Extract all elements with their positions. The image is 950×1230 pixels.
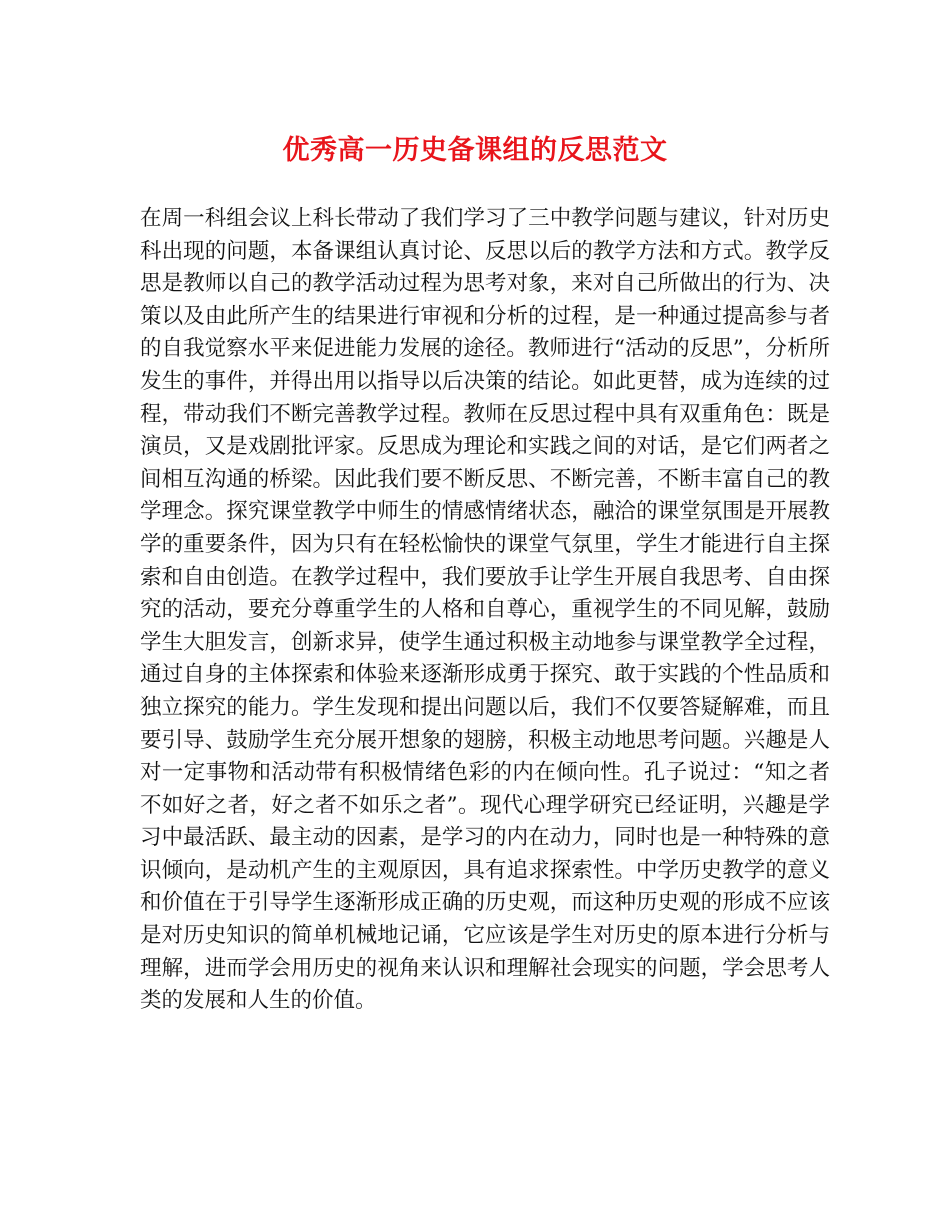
page-title: 优秀高一历史备课组的反思范文 [282, 135, 668, 166]
body-paragraph: 在周一科组会议上科长带动了我们学习了三中教学问题与建议，针对历史科出现的问题，本备课组认真讨论、反思以后的教学方法和方式。教学反思是教师以自己的教学活动过程为思考对象，来对自己所做出的行为、决策以及由此所产生的结果进行审视和分析的过程，是一种通过提高参与者的自我觉察水平来促进能力发展的途径。教师进行“活动的反思”，分析所发生的事件，并得出用以指导以后决策的结论。如此更替，成为连续的过程，带动我们不断完善教学过程。教师在反思过程中具有双重角色：既是演员，又是戏剧批评家。反思成为理论和实践之间的对话，是它们两者之间相互沟通的桥梁。因此我们要不断反思、不断完善，不断丰富自己的教学理念。探究课堂教学中师生的情感情绪状态，融洽的课堂氛围是开展教学的重要条件，因为只有在轻松愉快的课堂气氛里，学生才能进行自主探索和自由创造。在教学过程中，我们要放手让学生开展自我思考、自由探究的活动，要充分尊重学生的人格和自尊心，重视学生的不同见解，鼓励学生大胆发言，创新求异，使学生通过积极主动地参与课堂教学全过程，通过自身的主体探索和体验来逐渐形成勇于探究、敢于实践的个性品质和独立探究的能力。学生发现和提出问题以后，我们不仅要答疑解难，而且要引导、鼓励学生充分展开想象的翅膀，积极主动地思考问题。兴趣是人对一定事物和活动带有积极情绪色彩的内在倾向性。孔子说过：“知之者不如好之者，好之者不如乐之者”。现代心理学研究已经证明，兴趣是学习中最活跃、最主动的因素，是学习的内在动力，同时也是一种特殊的意识倾向，是动机产生的主观原因，具有追求探索性。中学历史教学的意义和价值在于引导学生逐渐形成正确的历史观，而这种历史观的形成不应该是对历史知识的简单机械地记诵，它应该是学生对历史的原本进行分析与理解，进而学会用历史的视角来认识和理解社会现实的问题，学会思考人类的发展和人生的价值。 [140, 206, 830, 1014]
